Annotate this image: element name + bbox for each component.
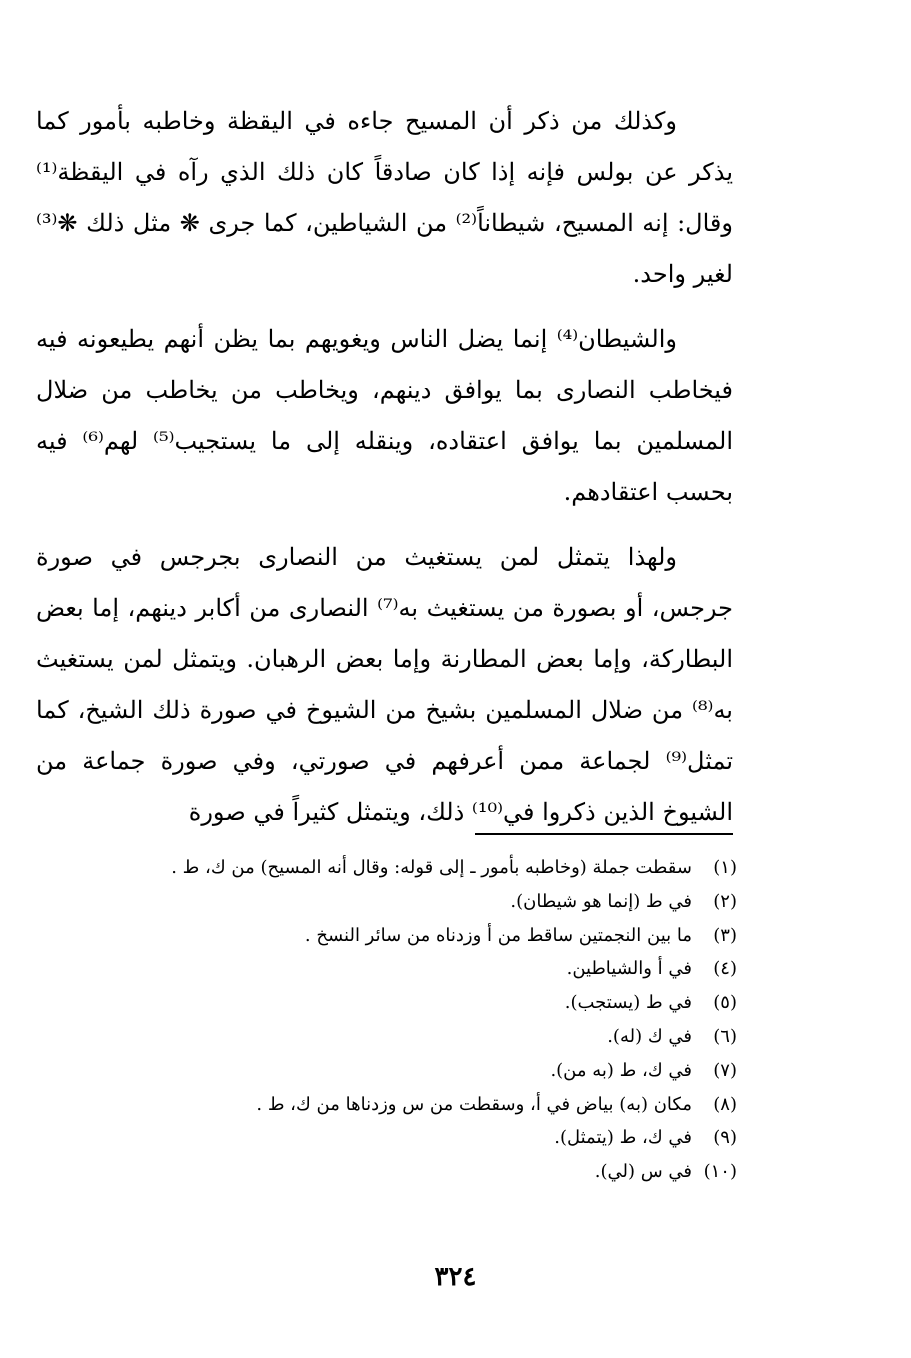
- footnote-number: (٧): [713, 1059, 737, 1081]
- footnote-text: في أ والشياطين.: [566, 958, 692, 980]
- footnote-item: [117, 986, 737, 1020]
- footnote-number: (١): [713, 857, 737, 878]
- footnote-text: في ك، ط (يتمثل).: [554, 1127, 692, 1149]
- footnote-item: [117, 1121, 737, 1155]
- footnote-text: مكان (به) بياض في أ، وسقطت من س وزدناها من ك، ط .: [256, 1093, 692, 1115]
- footnote-number: (١٠): [703, 1161, 737, 1183]
- page-number: ٣٢٤: [434, 1262, 477, 1292]
- footnote-item: [117, 1155, 737, 1189]
- footnote-number: (٣): [713, 924, 737, 946]
- footnote-text: في س (لي).: [594, 1161, 692, 1183]
- footnote-item: [117, 1054, 737, 1088]
- footnote-item: [117, 919, 737, 953]
- footnote-text: في ط (إنما هو شيطان).: [510, 890, 692, 912]
- footnote-number: (٨): [713, 1093, 737, 1115]
- paragraph: والشيطان⁽⁴⁾ إنما يضل الناس ويغويهم بما يظن أنهم يطيعونه فيه فيخاطب النصارى بما يوافق دينهم، ويخاطب من يخاطب من ضلال المسلمين بما يوافق اعتقاده، وينقله إلى ما يستجيب⁽⁵⁾ لهم⁽⁶⁾ فيه بحسب اعتقادهم.: [36, 325, 734, 506]
- footnote-text: في ط (يستجب).: [564, 992, 692, 1014]
- footnote-number: (٩): [713, 1127, 737, 1149]
- footnote-item: [117, 952, 737, 986]
- footnote-text: في ك، ط (به من).: [550, 1059, 692, 1081]
- footnotes-list: [117, 851, 737, 1189]
- footnote-number: (٥): [713, 992, 737, 1014]
- main-text: [36, 96, 733, 852]
- paragraph: ولهذا يتمثل لمن يستغيث من النصارى بجرجس في صورة جرجس، أو بصورة من يستغيث به⁽⁷⁾ النصارى من أكابر دينهم، إما بعض البطاركة، وإما بعض المطارنة وإما بعض الرهبان. ويتمثل لمن يستغيث به⁽⁸⁾ من ضلال المسلمين بشيخ من الشيوخ في صورة ذلك الشيخ، كما تمثل⁽⁹⁾ لجماعة ممن أعرفهم في صورتي، وفي صورة جماعة من الشيوخ الذين ذكروا في⁽¹⁰⁾ ذلك، ويتمثل كثيراً في صورة: [36, 543, 734, 826]
- footnote-item: [117, 851, 737, 885]
- footnote-text: سقطت جملة (وخاطبه بأمور ـ إلى قوله: وقال أنه المسيح) من ك، ط .: [171, 857, 692, 878]
- footnote-item: [117, 1088, 737, 1122]
- footnote-number: (٦): [713, 1025, 737, 1047]
- footnote-number: (٢): [713, 890, 737, 912]
- paragraph: وكذلك من ذكر أن المسيح جاءه في اليقظة وخاطبه بأمور كما يذكر عن بولس فإنه إذا كان صادقاً كان ذلك الذي رآه في اليقظة⁽¹⁾ وقال: إنه المسيح، شيطاناً⁽²⁾ من الشياطين، كما جرى ❋ مثل ذلك ❋⁽³⁾ لغير واحد.: [36, 107, 733, 288]
- footnote-text: ما بين النجمتين ساقط من أ وزدناه من سائر النسخ .: [304, 924, 692, 946]
- footnote-number: (٤): [713, 958, 737, 980]
- footnote-item: [117, 885, 737, 919]
- footnote-item: [117, 1020, 737, 1054]
- footnote-text: في ك (له).: [607, 1025, 692, 1047]
- footnote-separator-line: [475, 833, 733, 835]
